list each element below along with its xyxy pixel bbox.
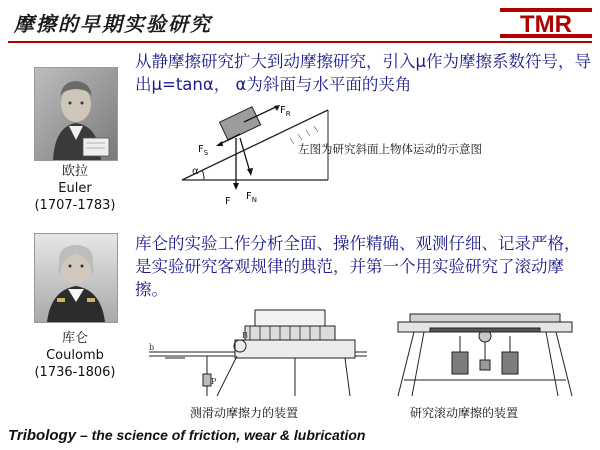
page-title: 摩擦的早期实验研究: [14, 12, 212, 36]
svg-text:P: P: [211, 377, 217, 386]
svg-text:FR: [280, 105, 291, 118]
fn-sub: N: [251, 196, 258, 204]
tmr-logo: [498, 4, 594, 42]
euler-paragraph: 从静摩擦研究扩大到动摩擦研究，引入μ作为摩擦系数符号，导出μ=tanα， α为斜面与水平面的夹角: [135, 52, 591, 94]
f-label: F: [225, 196, 231, 207]
svg-text:FS: [198, 144, 209, 157]
footer-tagline: [8, 427, 365, 444]
fr-sub: R: [285, 110, 291, 118]
footer-rest: – the science of friction, wear & lubrication: [76, 427, 366, 443]
euler-portrait: [34, 67, 118, 161]
euler-name-en: Euler: [58, 181, 92, 196]
euler-years: (1707-1783): [34, 198, 116, 213]
coulomb-paragraph: 库仑的实验工作分析全面、操作精确、观测仔细、记录严格，是实验研究客观规律的典范，并第一个用实验研究了滚动摩擦。: [135, 234, 581, 299]
footer-brand: Tribology: [8, 427, 77, 444]
alpha-label: α: [192, 166, 199, 177]
incline-caption: 左图为研究斜面上物体运动的示意图: [298, 142, 482, 156]
rolling-friction-apparatus: [390, 300, 580, 400]
rolling-apparatus-caption: 研究滚动摩擦的装置: [410, 406, 519, 420]
euler-name-cn: 欧拉: [61, 164, 88, 179]
svg-text:B: B: [242, 331, 248, 340]
fr-label: F: [280, 105, 286, 116]
title-rule: [8, 41, 592, 43]
coulomb-years: (1736-1806): [34, 365, 116, 380]
svg-text:b: b: [149, 343, 155, 352]
logo-text: TMR: [520, 11, 572, 38]
coulomb-caption: [16, 330, 134, 381]
svg-text:FN: [246, 191, 257, 204]
coulomb-portrait: [34, 233, 118, 323]
fs-sub: S: [203, 149, 209, 157]
sliding-apparatus-caption: 测滑动摩擦力的装置: [190, 406, 299, 420]
coulomb-name-en: Coulomb: [46, 348, 104, 363]
coulomb-name-cn: 库仑: [61, 331, 88, 346]
euler-caption: [16, 163, 134, 214]
sliding-friction-apparatus: [145, 300, 370, 400]
fn-label: F: [246, 191, 252, 202]
fs-label: F: [198, 144, 204, 155]
